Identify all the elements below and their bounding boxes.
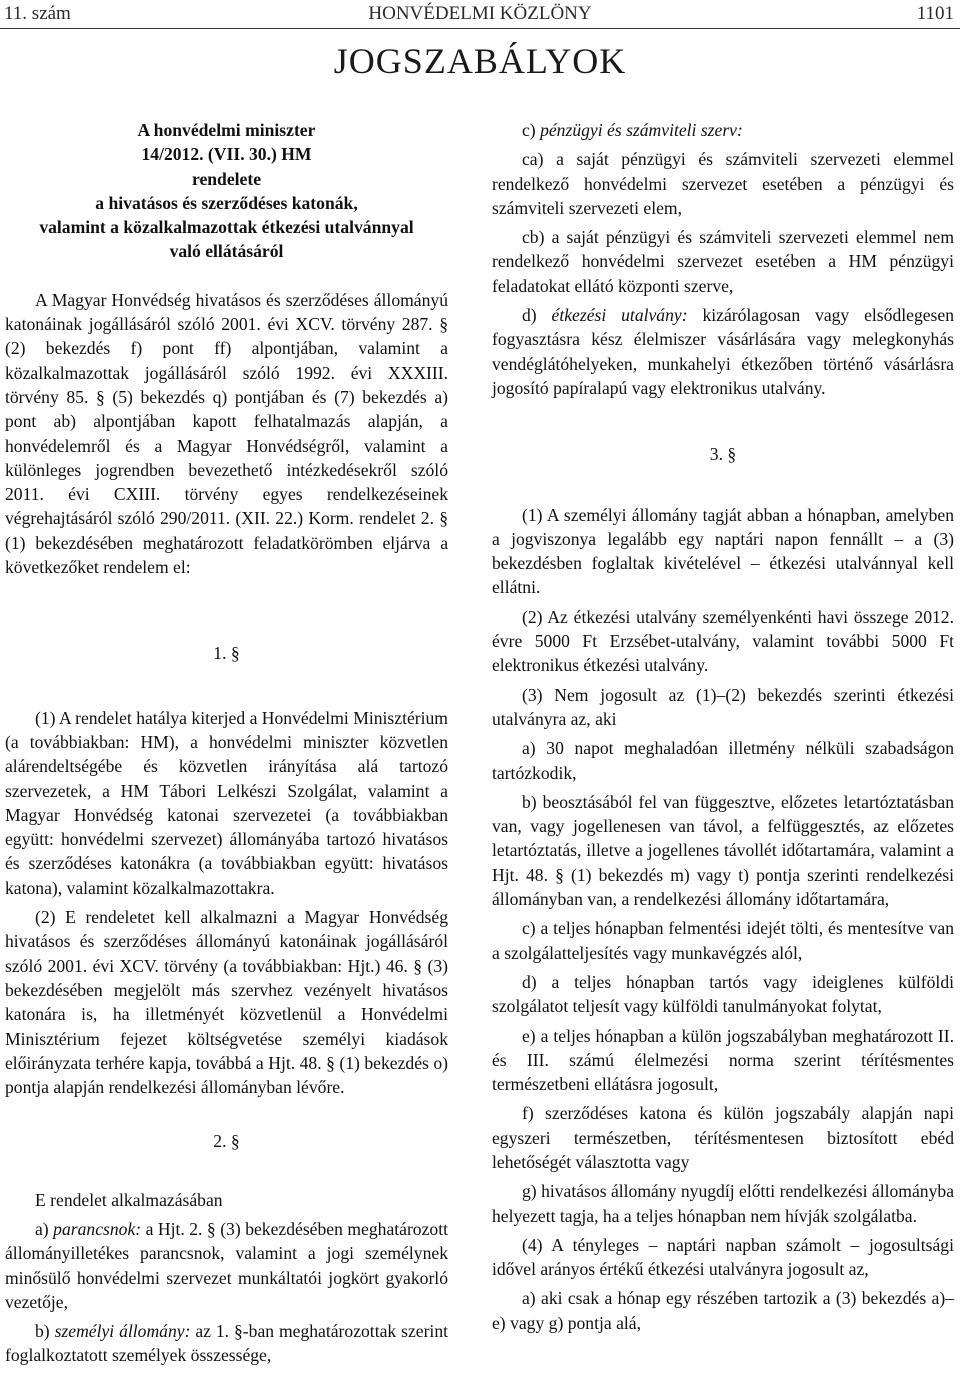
definition-ca: ca) a saját pénzügyi és számviteli szervezeti elemmel rendelkező honvédelmi szervezet esetében a pénzügyi és számviteli szervezeti elem,	[492, 149, 954, 218]
paragraph: E rendelet alkalmazásában	[35, 1189, 223, 1210]
paragraph: (1) A rendelet hatálya kiterjed a Honvédelmi Minisztérium (a továbbiakban: HM), a honvédelmi miniszter közvetlen alárendeltségébe és közvetlen irányítása alá tartozó szervezetek, a HM Tábori Lelkészi Szolgálat, valamint a Magyar Honvédség katonai szervezetei (a továbbiakban együtt: honvédelmi szervezet) állományába tartozó hivatásos és szerződéses katonákra (a továbbiakban együtt: hivatásos katona), valamint közalkalmazottakra.	[5, 707, 448, 898]
paragraph: (3) Nem jogosult az (1)–(2) bekezdés szerinti étkezési utalványra az, aki	[492, 684, 954, 729]
list-item: a) aki csak a hónap egy részében tartozik a (3) bekezdés a)–e) vagy g) pontja alá,	[492, 1288, 954, 1333]
paragraph: (1) A személyi állomány tagját abban a hónapban, amelyben a jogviszonya legalább egy naptári napon fennállt – a (3) bekezdésben foglaltak kivételével – étkezési utalvánnyal kell ellátni.	[492, 504, 954, 598]
left-column	[5, 118, 448, 1373]
preamble: A Magyar Honvédség hivatásos és szerződéses állományú katonáinak jogállásáról szóló 2001. évi XCV. törvény 287. § (2) bekezdés f) pont ff) alpontjában, valamint a közalkalmazottak jogállásáról szóló 1992. évi XXXIII. törvény 85. § (5) bekezdés q) pontjában és (7) bekezdés a) pont ab) alpontjában kapott felhatalmazás alapján, a honvédelemről és a Magyar Honvédségről, valamint a különleges jogrendben bevezethető intézkedésekről szóló 2011. évi CXIII. törvény egyes rendelkezéseinek végrehajtásáról szóló 290/2011. (XII. 22.) Korm. rendelet 2. § (1) bekezdésében meghatározott feladatkörömben eljárva a következőket rendelem el:	[5, 289, 448, 578]
definition-cb: cb) a saját pénzügyi és számviteli szervezeti elemmel nem rendelkező honvédelmi szervezet esetében a HM pénzügyi feladatokat ellátó központi szerve,	[492, 227, 954, 296]
definition-d: d) étkezési utalvány: kizárólagosan vagy elsődlegesen fogyasztásra kész élelmiszer vásárlására vagy melegkonyhás vendéglátóhelyeken, munkahelyi étkezőben történő vásárlásra jogosító papíralapú vagy elektronikus utalvány.	[492, 305, 955, 398]
paragraph: (4) A tényleges – naptári napban számolt – jogosultsági idővel arányos értékű étkezési utalványra jogosult az,	[492, 1234, 954, 1280]
list-item: g) hivatásos állomány nyugdíj előtti rendelkezési állományba helyezett tagja, ha a teljes hónapban nem hívják szolgálatba.	[492, 1181, 954, 1226]
definition-c: c) pénzügyi és számviteli szerv:	[522, 120, 743, 140]
header-rule	[0, 28, 960, 29]
definition-a: a) parancsnok: a Hjt. 2. § (3) bekezdésében meghatározott állományilletékes parancsnok, valamint a jogi személynek minősülő honvédelmi szervezet munkáltatói jogkört gyakorló vezetője,	[5, 1218, 448, 1312]
issue-number: 11. szám	[4, 3, 71, 24]
section-1-heading: 1. §	[213, 643, 240, 664]
list-item: e) a teljes hónapban a külön jogszabályban meghatározott II. és III. számú élelmezési norma szerint térítésmentes természetbeni ellátásra jogosult,	[492, 1025, 954, 1095]
paragraph: (2) Az étkezési utalvány személyenkénti havi összege 2012. évre 5000 Ft Erzsébet-utalvány, valamint további 5000 Ft elektronikus étkezési utalvány.	[492, 606, 954, 676]
right-column	[492, 118, 954, 1340]
list-item: a) 30 napot meghaladóan illetmény nélküli szabadságon tartózkodik,	[492, 738, 954, 783]
decree-title-line: A honvédelmi miniszter	[137, 120, 316, 140]
decree-title-line: valamint a közalkalmazottak étkezési utalvánnyal	[39, 217, 414, 238]
section-2-heading: 2. §	[213, 1131, 240, 1152]
decree-title-line: 14/2012. (VII. 30.) HM	[141, 144, 312, 165]
list-item: c) a teljes hónapban felmentési idejét tölti, és mentesítve van a szolgálatteljesítés vagy munkavégzés alól,	[492, 918, 954, 963]
list-item: d) a teljes hónapban tartós vagy ideiglenes külföldi szolgálatot teljesít vagy külföldi tanulmányokat folytat,	[492, 971, 954, 1017]
decree-title-line: rendelete	[191, 168, 262, 189]
section-3-heading: 3. §	[709, 444, 737, 465]
definition-b: b) személyi állomány: az 1. §-ban meghatározottak szerint foglalkoztatott személyek összessége,	[5, 1321, 449, 1366]
list-item: f) szerződéses katona és külön jogszabály alapján napi egyszeri természetben, térítésmentesen biztosított ebéd lehetőségét választotta vagy	[492, 1103, 954, 1172]
publication-name: HONVÉDELMI KÖZLÖNY	[368, 3, 592, 24]
list-item: b) beosztásából fel van függesztve, előzetes letartóztatásban van, vagy jogellenesen van távol, a felfüggesztés, az előzetes letartóztatás, illetve a jogellenes távollét időtartamára, valamint a Hjt. 48. § (1) bekezdés m) vagy t) pontja szerinti rendelkezési állományban van, a rendelkezési állomány időtartamára,	[492, 791, 954, 910]
decree-title-line: a hivatásos és szerződéses katonák,	[95, 192, 358, 213]
section-title: JOGSZABÁLYOK	[333, 41, 627, 81]
paragraph: (2) E rendeletet kell alkalmazni a Magyar Honvédség hivatásos és szerződéses állományú katonáinak jogállásáról szóló 2001. évi XCV. törvény (a továbbiakban: Hjt.) 46. § (3) bekezdésében megjelölt más szervhez vezényelt hivatásos katonára is, ha illetményét közvetlenül a Honvédelmi Minisztérium fejezet költségvetése személyi kiadások előirányzata terhére kapja, továbbá a Hjt. 48. § (1) bekezdés o) pontja alapján rendelkezési állományban lévőre.	[5, 907, 448, 1098]
decree-title	[5, 118, 448, 264]
page-number: 1101	[916, 3, 954, 24]
decree-title-line: való ellátásáról	[169, 241, 284, 262]
